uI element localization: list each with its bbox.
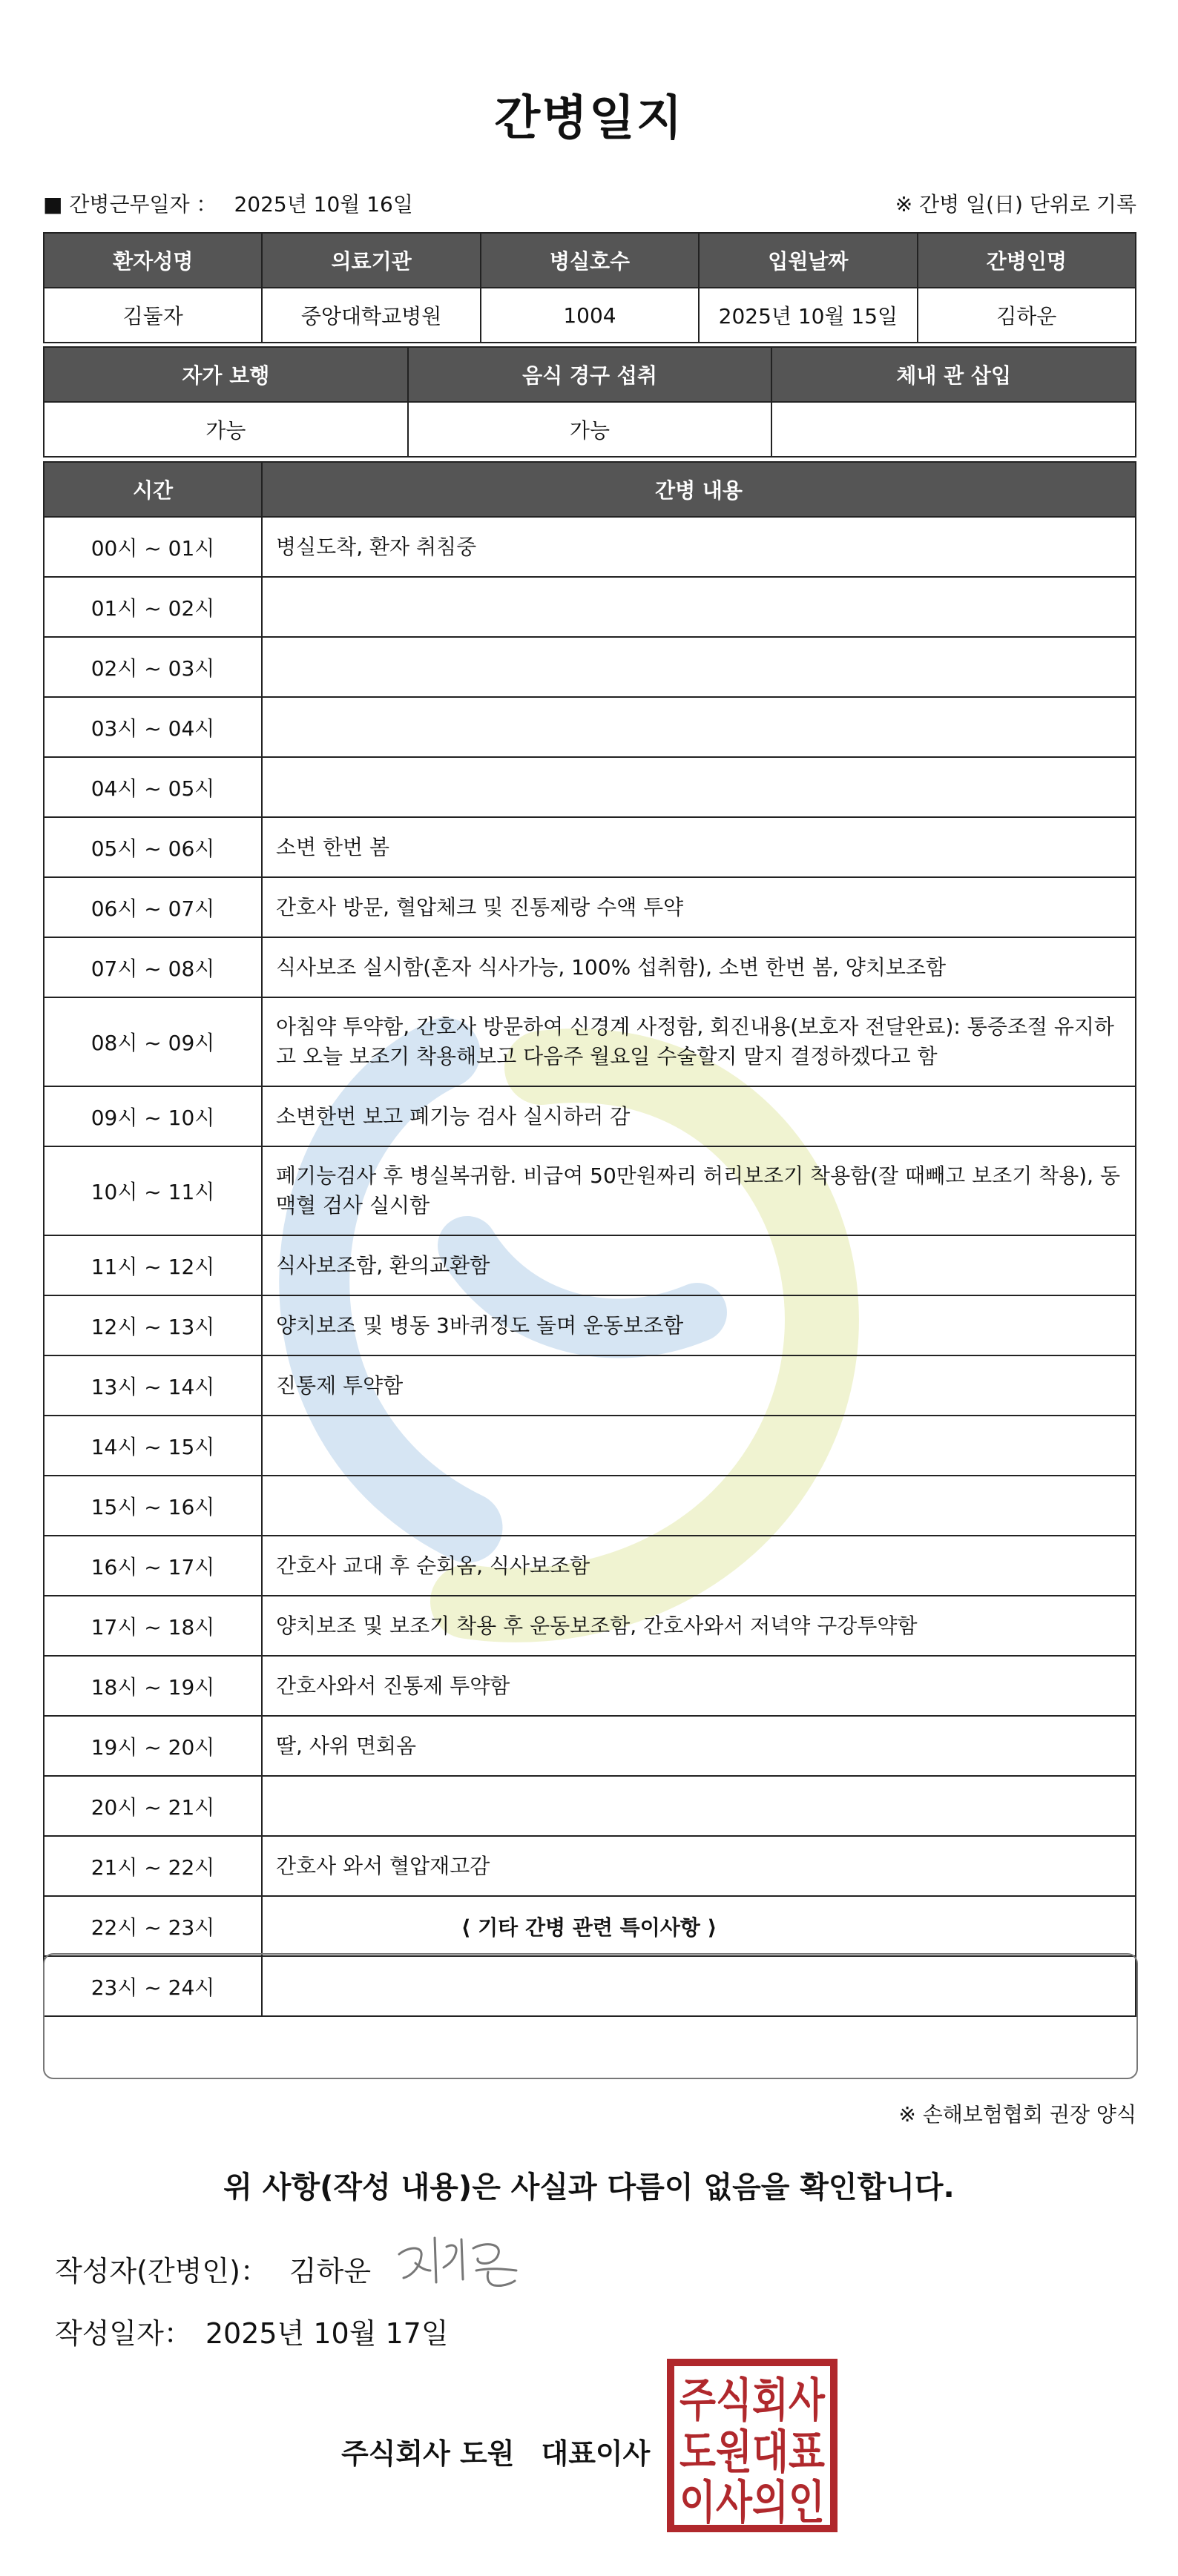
header-caregiver-name: 간병인명 bbox=[918, 233, 1136, 288]
table-row bbox=[44, 1536, 1136, 1596]
care-note-cell: 아침약 투약함, 간호사 방문하여 신경계 사정함, 회진내용(보호자 전달완료): 통증조절 유지하고 오늘 보조기 착용해보고 다음주 월요일 수술할지 말지 결정하겠다고 함 bbox=[262, 997, 1136, 1086]
table-row bbox=[44, 997, 1136, 1086]
signature-image bbox=[393, 2225, 527, 2291]
care-note-cell bbox=[262, 1416, 1136, 1476]
table-row bbox=[44, 1086, 1136, 1146]
table-row bbox=[44, 757, 1136, 817]
table-header-row bbox=[44, 347, 1136, 402]
table-row bbox=[44, 817, 1136, 877]
written-date-line bbox=[55, 2311, 449, 2351]
care-note-cell: 간호사 방문, 혈압체크 및 진통제랑 수액 투약 bbox=[262, 877, 1136, 937]
table-row bbox=[44, 1416, 1136, 1476]
care-note-cell: 진통제 투약함 bbox=[262, 1355, 1136, 1416]
header-patient-name: 환자성명 bbox=[44, 233, 262, 288]
table-row bbox=[44, 1235, 1136, 1295]
company-name: 주식회사 도원 bbox=[341, 2437, 515, 2470]
care-note-cell bbox=[262, 697, 1136, 757]
time-cell: 00시 ~ 01시 bbox=[44, 517, 262, 577]
unit-note: ※ 간병 일(日) 단위로 기록 bbox=[895, 192, 1136, 217]
time-cell: 12시 ~ 13시 bbox=[44, 1295, 262, 1355]
care-note-cell: 식사보조 실시함(혼자 식사가능, 100% 섭취함), 소변 한번 봄, 양치보조함 bbox=[262, 937, 1136, 997]
table-row bbox=[44, 1656, 1136, 1716]
header-admission-date: 입원날짜 bbox=[699, 233, 917, 288]
table-row bbox=[44, 1476, 1136, 1536]
table-row bbox=[44, 517, 1136, 577]
time-cell: 19시 ~ 20시 bbox=[44, 1716, 262, 1776]
care-note-cell bbox=[262, 1476, 1136, 1536]
time-cell: 05시 ~ 06시 bbox=[44, 817, 262, 877]
written-date-label: 작성일자： bbox=[55, 2317, 192, 2350]
time-cell: 16시 ~ 17시 bbox=[44, 1536, 262, 1596]
time-cell: 23시 ~ 24시 bbox=[44, 1956, 262, 2016]
svg-text:이사의인: 이사의인 bbox=[680, 2475, 825, 2529]
oral-intake-value: 가능 bbox=[408, 402, 772, 457]
self-walking-value: 가능 bbox=[44, 402, 408, 457]
svg-text:도원대표: 도원대표 bbox=[680, 2425, 826, 2479]
table-row bbox=[44, 288, 1136, 343]
header-tube-insertion: 체내 관 삽입 bbox=[771, 347, 1136, 402]
time-cell: 06시 ~ 07시 bbox=[44, 877, 262, 937]
care-note-cell bbox=[262, 757, 1136, 817]
table-header-row bbox=[44, 462, 1136, 517]
time-cell: 21시 ~ 22시 bbox=[44, 1836, 262, 1896]
care-note-cell: 폐기능검사 후 병실복귀함. 비급여 50만원짜리 허리보조기 착용함(잘 때빼고 보조기 착용), 동맥혈 검사 실시함 bbox=[262, 1146, 1136, 1235]
work-date bbox=[43, 188, 413, 218]
table-row bbox=[44, 402, 1136, 457]
care-note-cell bbox=[262, 637, 1136, 697]
care-log-table bbox=[43, 461, 1136, 2017]
work-date-label: ■ 간병근무일자 ： bbox=[43, 192, 217, 217]
room-number: 1004 bbox=[481, 288, 699, 343]
table-row bbox=[44, 1146, 1136, 1235]
work-date-row bbox=[43, 188, 1136, 221]
writer-label: 작성자(간병인)： bbox=[55, 2255, 269, 2288]
time-cell: 13시 ~ 14시 bbox=[44, 1355, 262, 1416]
table-row bbox=[44, 577, 1136, 637]
work-date-value: 2025년 10월 16일 bbox=[234, 192, 413, 217]
care-log-body bbox=[44, 517, 1136, 2016]
time-cell: 17시 ~ 18시 bbox=[44, 1596, 262, 1656]
table-row bbox=[44, 697, 1136, 757]
time-cell: 20시 ~ 21시 bbox=[44, 1776, 262, 1836]
care-note-cell: 소변 한번 봄 bbox=[262, 817, 1136, 877]
care-note-cell: 양치보조 및 병동 3바퀴정도 돌며 운동보조함 bbox=[262, 1295, 1136, 1355]
patient-name: 김둘자 bbox=[44, 288, 262, 343]
time-cell: 04시 ~ 05시 bbox=[44, 757, 262, 817]
header-room: 병실호수 bbox=[481, 233, 699, 288]
care-note-cell: 병실도착, 환자 취침중 bbox=[262, 517, 1136, 577]
table-row bbox=[44, 1836, 1136, 1896]
care-note-cell bbox=[262, 577, 1136, 637]
table-row bbox=[44, 1776, 1136, 1836]
remarks-box bbox=[43, 1953, 1138, 2079]
time-cell: 10시 ~ 11시 bbox=[44, 1146, 262, 1235]
hospital: 중앙대학교병원 bbox=[262, 288, 480, 343]
care-note-cell: 양치보조 및 보조기 착용 후 운동보조함, 간호사와서 저녁약 구강투약함 bbox=[262, 1596, 1136, 1656]
writer-line bbox=[55, 2248, 371, 2289]
care-note-cell: 간호사 교대 후 순회옴, 식사보조함 bbox=[262, 1536, 1136, 1596]
care-note-cell bbox=[262, 1776, 1136, 1836]
patient-info-table bbox=[43, 232, 1136, 343]
table-row bbox=[44, 1295, 1136, 1355]
table-row bbox=[44, 1596, 1136, 1656]
recommend-note: ※ 손해보험협회 권장 양식 bbox=[898, 2102, 1136, 2127]
company-rep: 대표이사 bbox=[541, 2437, 651, 2470]
time-cell: 22시 ~ 23시 bbox=[44, 1896, 262, 1956]
care-note-cell: 간호사 와서 혈압재고감 bbox=[262, 1836, 1136, 1896]
time-cell: 11시 ~ 12시 bbox=[44, 1235, 262, 1295]
confirm-statement: 위 사항(작성 내용)은 사실과 다름이 없음을 확인합니다. bbox=[223, 2170, 955, 2205]
patient-status-table bbox=[43, 346, 1136, 458]
header-self-walking: 자가 보행 bbox=[44, 347, 408, 402]
company-line bbox=[341, 2431, 650, 2471]
time-cell: 07시 ~ 08시 bbox=[44, 937, 262, 997]
time-cell: 14시 ~ 15시 bbox=[44, 1416, 262, 1476]
time-cell: 09시 ~ 10시 bbox=[44, 1086, 262, 1146]
tube-insertion-value bbox=[771, 402, 1136, 457]
care-note-cell: 딸, 사위 면회옴 bbox=[262, 1716, 1136, 1776]
written-date-value: 2025년 10월 17일 bbox=[205, 2317, 449, 2350]
header-hospital: 의료기관 bbox=[262, 233, 480, 288]
writer-name: 김하운 bbox=[289, 2255, 372, 2288]
header-oral-intake: 음식 경구 섭취 bbox=[408, 347, 772, 402]
time-cell: 03시 ~ 04시 bbox=[44, 697, 262, 757]
table-row bbox=[44, 1355, 1136, 1416]
care-note-cell: 소변한번 보고 폐기능 검사 실시하러 감 bbox=[262, 1086, 1136, 1146]
remarks-title: ⟨ 기타 간병 관련 특이사항 ⟩ bbox=[461, 1915, 717, 1940]
care-note-cell: 식사보조함, 환의교환함 bbox=[262, 1235, 1136, 1295]
page-title: 간병일지 bbox=[494, 91, 684, 146]
svg-text:주식회사: 주식회사 bbox=[680, 2373, 826, 2427]
time-cell: 02시 ~ 03시 bbox=[44, 637, 262, 697]
time-cell: 15시 ~ 16시 bbox=[44, 1476, 262, 1536]
table-row bbox=[44, 937, 1136, 997]
care-note-cell: 간호사와서 진통제 투약함 bbox=[262, 1656, 1136, 1716]
time-cell: 18시 ~ 19시 bbox=[44, 1656, 262, 1716]
table-row bbox=[44, 877, 1136, 937]
company-seal-image bbox=[666, 2358, 838, 2533]
header-care-content: 간병 내용 bbox=[262, 462, 1136, 517]
time-cell: 01시 ~ 02시 bbox=[44, 577, 262, 637]
caregiver-name: 김하운 bbox=[918, 288, 1136, 343]
admission-date: 2025년 10월 15일 bbox=[699, 288, 917, 343]
header-time: 시간 bbox=[44, 462, 262, 517]
table-row bbox=[44, 637, 1136, 697]
time-cell: 08시 ~ 09시 bbox=[44, 997, 262, 1086]
table-row bbox=[44, 1716, 1136, 1776]
table-header-row bbox=[44, 233, 1136, 288]
